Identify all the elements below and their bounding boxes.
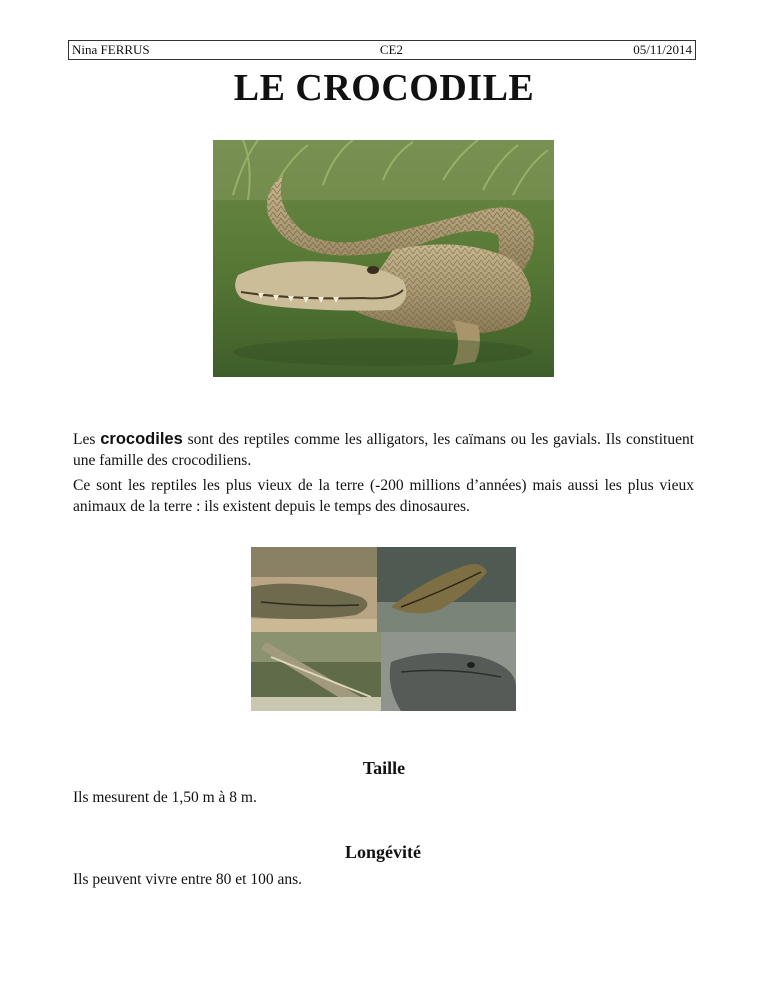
section-heading-taille: Taille <box>362 758 406 778</box>
document-header <box>68 40 696 60</box>
collage-photo-crocodile <box>251 547 377 632</box>
longevite-text: Ils peuvent vivre entre 80 et 100 ans. <box>73 871 302 888</box>
document-date: 05/11/2014 <box>633 42 692 57</box>
crocodile-photo <box>213 140 554 377</box>
author-name: Nina FERRUS <box>72 42 150 57</box>
taille-text: Ils mesurent de 1,50 m à 8 m. <box>73 789 257 806</box>
intro-paragraph-1 <box>73 429 694 471</box>
class-level: CE2 <box>379 42 404 57</box>
keyword-crocodiles: crocodiles <box>100 430 183 448</box>
crocodilian-photo-collage <box>251 547 516 711</box>
page-title: LE CROCODILE <box>233 67 535 109</box>
collage-photo-caiman <box>381 632 516 711</box>
intro-text-end: sont des reptiles comme les alligators, les caïmans ou les gavials. Ils constituent une famille des crocodiliens. <box>73 431 695 469</box>
collage-photo-alligator <box>377 547 516 632</box>
intro-paragraph-2: Ce sont les reptiles les plus vieux de la terre (-200 millions d’années) mais aussi les plus vieux animaux de la terre : ils existent depuis le temps des dinosaures. <box>73 477 694 515</box>
intro-text-start: Les <box>73 431 101 448</box>
collage-photo-gharial <box>251 632 381 711</box>
section-heading-longevite: Longévité <box>345 842 421 862</box>
